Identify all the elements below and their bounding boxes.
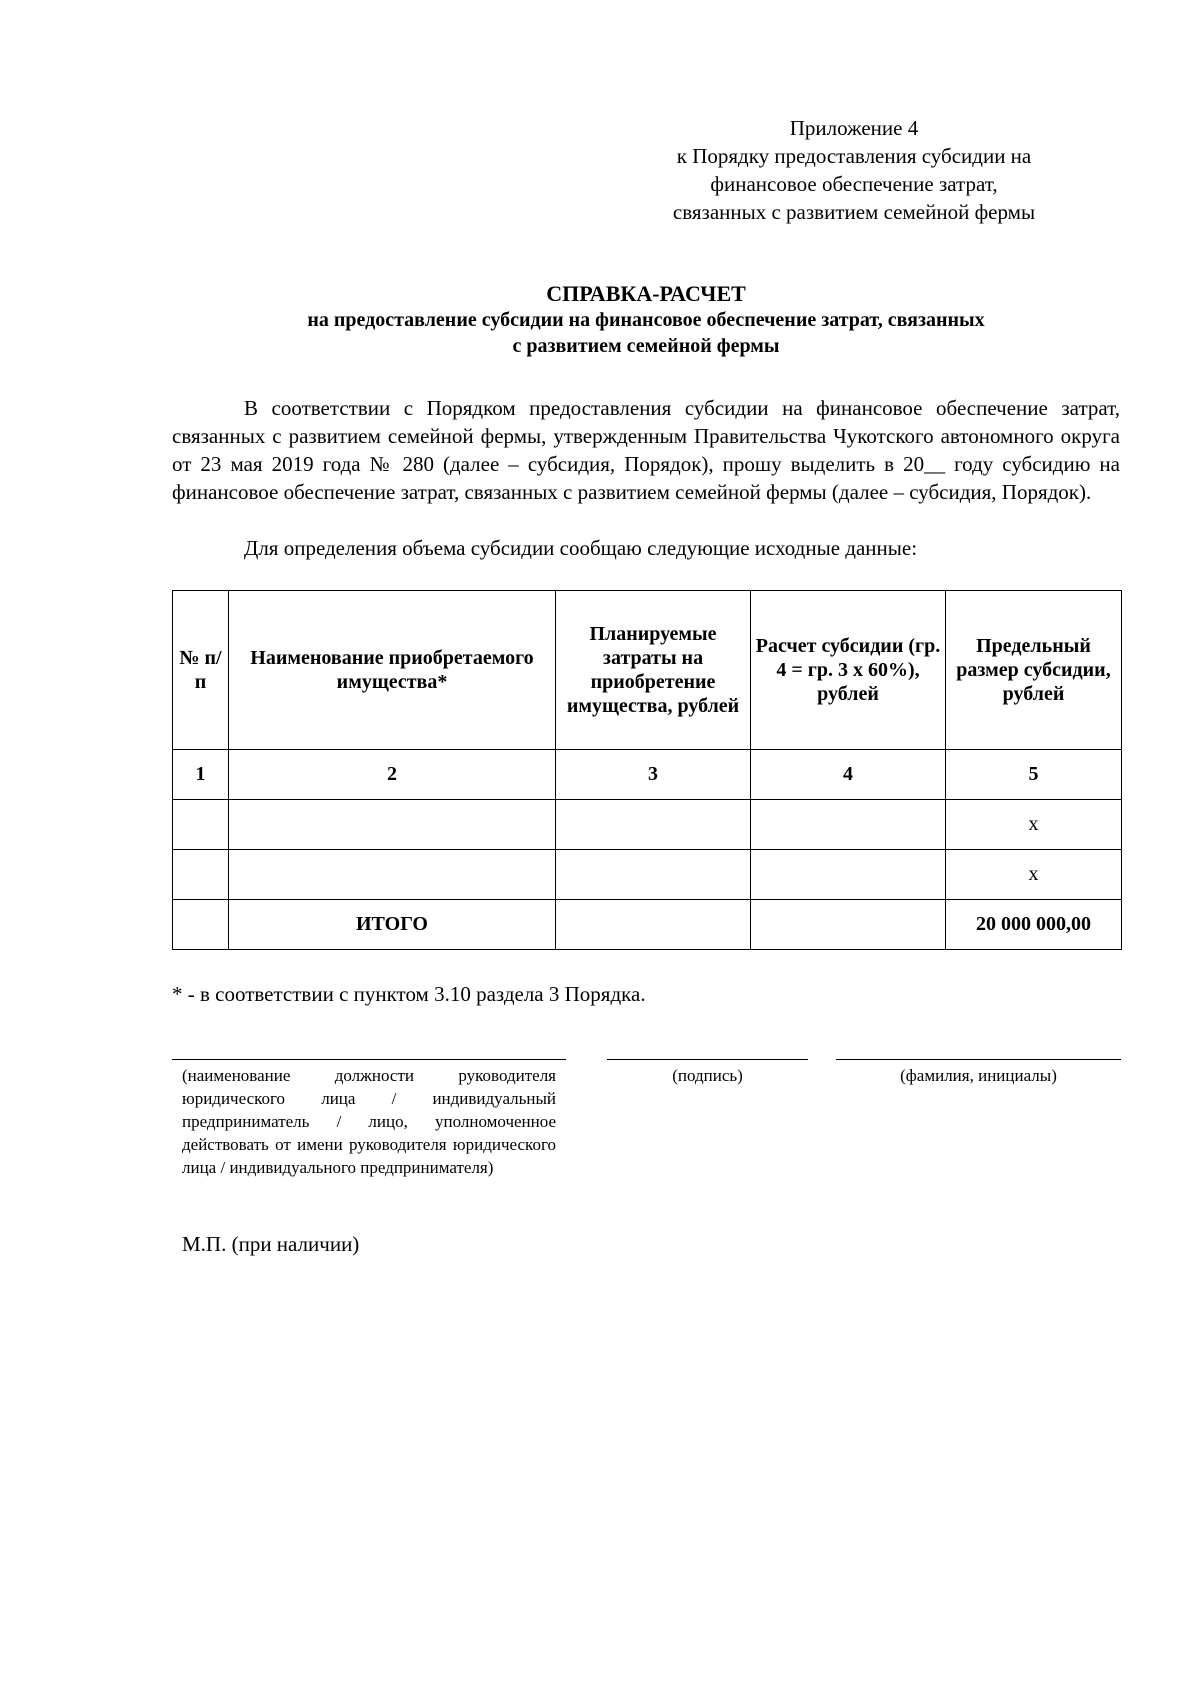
table-cell[interactable] [751,850,946,900]
intro-paragraph: В соответствии с Порядком предоставления субсидии на финансовое обеспечение затрат, связанных с развитием семейной фермы, утвержденным Правительства Чукотского автономного округа от 23 мая 2019 года № 280 (далее – субсидия, Порядок), прошу выделить в 20__ году субсидию на финансовое обеспечение затрат, связанных с развитием семейной фермы (далее – субсидия, Порядок). [172,396,1120,504]
signature-line [607,1059,808,1060]
appendix-line: финансовое обеспечение затрат, [710,172,998,196]
appendix-line: связанных с развитием семейной фермы [672,200,1036,224]
signature-caption: (подпись) [672,1066,743,1085]
column-number: 5 [946,750,1122,800]
table-cell[interactable] [229,800,556,850]
total-cell [173,900,229,950]
header-planned-costs: Планируемые затраты на приобретение имущества, рублей [556,591,751,750]
header-subsidy-calc: Расчет субсидии (гр. 4 = гр. 3 х 60%), рублей [751,591,946,750]
appendix-line: Приложение 4 [789,116,919,140]
calculation-table [172,590,1122,950]
table-cell[interactable] [556,800,751,850]
total-limit-value: 20 000 000,00 [946,900,1122,950]
table-cell[interactable] [173,800,229,850]
column-number: 4 [751,750,946,800]
total-cell[interactable] [556,900,751,950]
footnote: * - в соответствии с пунктом 3.10 раздела 3 Порядка. [172,982,646,1006]
table-row [173,850,1122,900]
table-row [173,800,1122,850]
appendix-header [620,114,1088,226]
title-main: СПРАВКА-РАСЧЕТ [546,281,746,306]
column-number: 3 [556,750,751,800]
seal-note: М.П. (при наличии) [182,1232,360,1256]
total-label: ИТОГО [229,900,556,950]
header-number: № п/п [173,591,229,750]
total-cell[interactable] [751,900,946,950]
table-cell[interactable] [173,850,229,900]
title-line: с развитием семейной фермы [512,335,780,357]
position-signature-line [172,1059,566,1060]
table-header-row [173,591,1122,750]
intro-paragraph-2: Для определения объема субсидии сообщаю следующие исходные данные: [244,536,918,560]
appendix-line: к Порядку предоставления субсидии на [676,144,1032,168]
table-cell[interactable] [751,800,946,850]
table-cell[interactable] [556,850,751,900]
position-caption: (наименование должности руководителя юридического лица / индивидуальный предприниматель / лицо, уполномоченное действовать от имени руководителя юридического лица / индивидуального предпринимателя) [182,1066,556,1177]
column-numbers-row [173,750,1122,800]
column-number: 2 [229,750,556,800]
header-property-name: Наименование приобретаемого имущества* [229,591,556,750]
name-caption: (фамилия, инициалы) [900,1066,1057,1085]
document-title [172,281,1120,359]
total-row [173,900,1122,950]
table-cell[interactable] [229,850,556,900]
table-cell: х [946,850,1122,900]
name-signature-line [836,1059,1121,1060]
column-number: 1 [173,750,229,800]
header-subsidy-limit: Предельный размер субсидии, рублей [946,591,1122,750]
table-cell: х [946,800,1122,850]
title-line: на предоставление субсидии на финансовое обеспечение затрат, связанных [307,309,985,331]
